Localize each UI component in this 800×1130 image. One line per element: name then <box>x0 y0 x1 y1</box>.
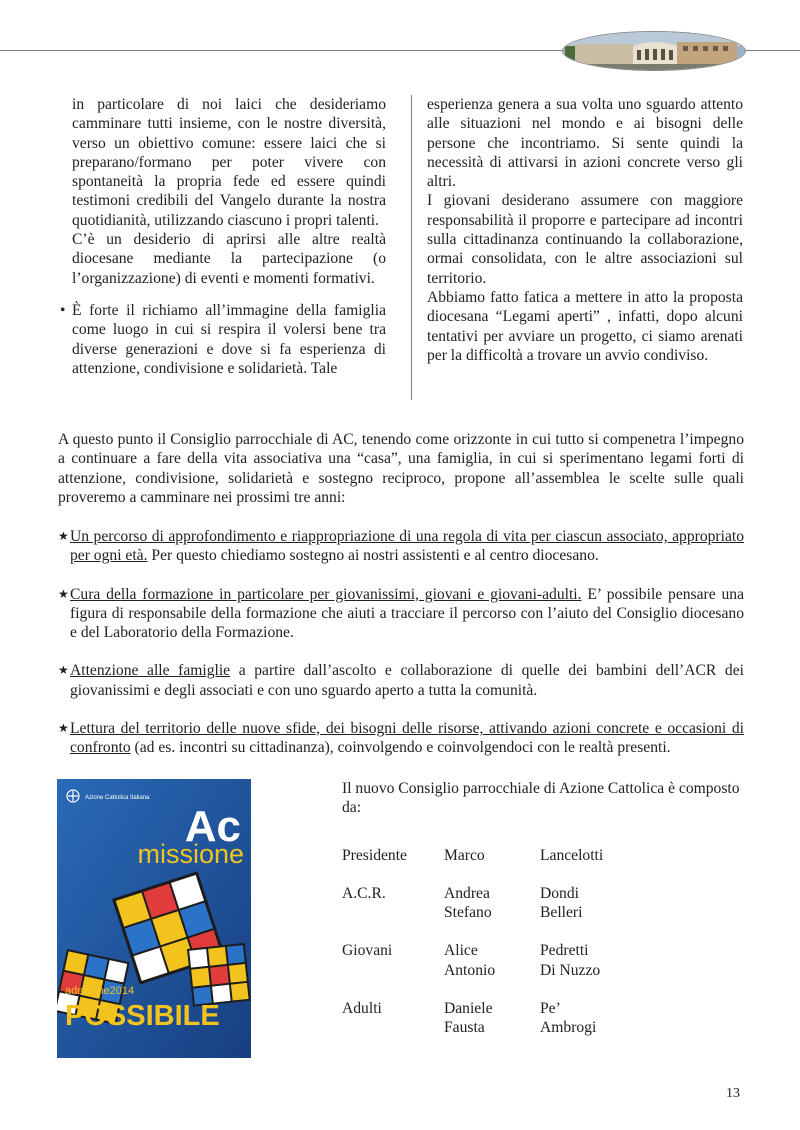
proposal-title: Attenzione alle famiglie <box>70 662 231 680</box>
council-first-name: Alice <box>444 942 478 960</box>
left-bullet <box>60 301 386 378</box>
poster-missione: missione <box>137 839 244 869</box>
council-section <box>342 779 742 1057</box>
poster-image <box>57 779 251 1058</box>
council-row-adulti <box>342 999 742 1038</box>
council-role: A.C.R. <box>342 884 386 902</box>
council-first-name: Andrea <box>444 884 490 902</box>
page-number: 13 <box>726 1086 740 1101</box>
council-first-name: Fausta <box>444 1019 485 1037</box>
council-row-acr <box>342 884 742 923</box>
right-paragraph-2: I giovani desiderano assumere con maggiore responsabilità il proporre e partecipare ad incontri sulla cittadinanza continuando la collaborazione, ormai consolidata, con le altre associazioni sul territorio. <box>427 192 743 287</box>
left-column <box>60 95 386 378</box>
poster-possibile: POSSIBILE <box>65 1000 220 1032</box>
left-paragraph-1: in particolare di noi laici che desideriamo camminare tutti insieme, con le nostre diversità, verso un obiettivo comune: essere laici che si preparano/formano per poter vivere con spontaneità la propria fede ed essere quindi testimoni credibili del Vangelo durante la nostra quotidianità, utilizzando ciascuno i propri talenti. <box>72 96 386 229</box>
poster-ac: Ac <box>184 802 241 851</box>
proposals-list <box>58 527 744 777</box>
council-first-name: Antonio <box>444 961 496 979</box>
proposal-text: E’ possibile pensare una figura di responsabile della formazione che aiuti a tracciare il percorso con l’aiuto del Consiglio diocesano e del Laboratorio della Formazione. <box>70 585 744 642</box>
left-paragraph-2: C’è un desiderio di aprirsi alle altre realtà diocesane mediante la partecipazione (o l’organizzazione) di eventi e momenti formativi. <box>72 231 386 287</box>
ac-missione-poster <box>57 779 251 1058</box>
council-last-name: Pedretti <box>540 942 589 960</box>
council-first-name: Daniele <box>444 1000 493 1018</box>
council-last-name: Pe’ <box>540 1000 561 1018</box>
star-icon: ★ <box>58 529 69 543</box>
star-icon: ★ <box>58 663 69 678</box>
right-column <box>427 95 743 365</box>
star-icon: ★ <box>58 586 69 601</box>
proposal-title: Un percorso di approfondimento e riappropriazione di una regola di vita per ciascun associato, appropriato per ogni età. <box>70 528 744 565</box>
council-title: Il nuovo Consiglio parrocchiale di Azione Cattolica è composto da: <box>342 780 740 817</box>
star-icon: ★ <box>58 721 69 736</box>
proposal-item <box>58 661 744 700</box>
council-row-presidente <box>342 846 742 865</box>
council-last-name: Lancelotti <box>540 846 604 864</box>
proposal-title: Lettura del territorio delle nuove sfide, dei bisogni delle risorse, attivando azioni concrete e occasioni di confronto <box>70 720 744 757</box>
council-first-name: Stefano <box>444 904 492 922</box>
proposal-title: Cura della formazione in particolare per giovanissimi, giovani e giovani-adulti. <box>70 585 582 603</box>
council-first-name: Marco <box>444 846 485 864</box>
council-last-name: Dondi <box>540 884 579 902</box>
left-bullet-text: È forte il richiamo all’immagine della famiglia come luogo in cui si respira il volersi bene tra diverse generazioni e dove si fa esperienza di attenzione, condivisione e solidarietà. Tale <box>72 301 386 377</box>
council-last-name: Belleri <box>540 904 583 922</box>
right-paragraph-3: Abbiamo fatto fatica a mettere in atto la proposta diocesana “Legami aperti” , infatti, dopo alcuni tentativi per avviare un progetto, ci siamo arenati per la difficoltà a trovare un avvio condiviso. <box>427 288 743 364</box>
proposal-text: (ad es. incontri su cittadinanza), coinvolgendo e coinvolgendoci con le realtà presenti. <box>130 739 671 757</box>
column-divider <box>411 95 412 400</box>
proposal-text: Per questo chiediamo sostegno ai nostri assistenti e al centro diocesano. <box>147 547 599 565</box>
building-photo-icon <box>563 32 746 71</box>
proposal-item <box>58 527 744 566</box>
poster-adesione: adesione2014 <box>65 985 135 997</box>
proposal-text: a partire dall’ascolto e collaborazione di quelle dei bambini dell’ACR dei giovanissimi e degli associati e con uno sguardo aperto a tutta la comunità. <box>70 662 744 699</box>
proposal-item <box>58 719 744 758</box>
intro-paragraph: A questo punto il Consiglio parrocchiale di AC, tenendo come orizzonte in cui tutto si compenetra l’impegno a continuare a fare della vita associativa una “casa”, una famiglia, in cui si sperimentano legami forti di attenzione, condivisione, solidarietà e sostegno reciproco, propone all’assemblea le scelte sulle quali proveremo a camminare nei prossimi tre anni: <box>58 431 744 506</box>
proposal-item <box>58 585 744 643</box>
council-last-name: Di Nuzzo <box>540 961 601 979</box>
right-paragraph-1: esperienza genera a sua volta uno sguardo attento alle situazioni nel mondo e ai bisogni delle persone che incontriamo. Si sente quindi la necessità di attivarsi in azioni concrete verso gli altri. <box>427 96 743 191</box>
header-banner-photo <box>562 31 746 71</box>
council-role: Presidente <box>342 846 407 864</box>
poster-org: Azione Cattolica Italiana <box>85 795 150 801</box>
council-last-name: Ambrogi <box>540 1019 597 1037</box>
council-row-giovani <box>342 941 742 980</box>
bullet-icon: • <box>60 301 66 319</box>
council-role: Giovani <box>342 942 393 960</box>
council-role: Adulti <box>342 1000 382 1018</box>
